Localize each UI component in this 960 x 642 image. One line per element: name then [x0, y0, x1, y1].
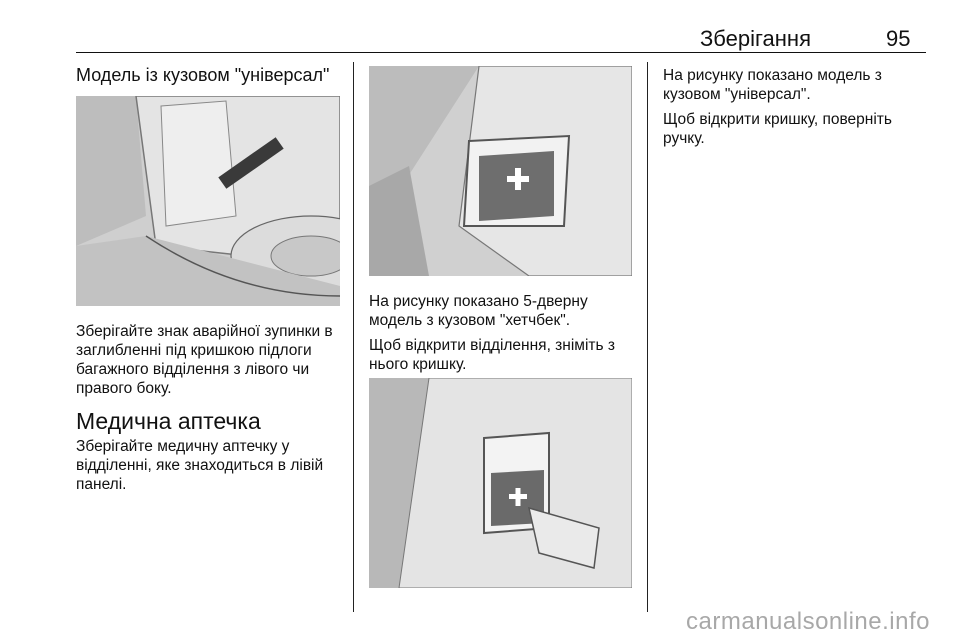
paragraph: Щоб відкрити кришку, поверніть ручку.	[663, 111, 892, 147]
column-divider	[647, 62, 648, 612]
first-aid-hatchback-illustration	[369, 66, 632, 276]
figure-first-aid-estate	[369, 378, 632, 588]
left-para1-block	[76, 322, 348, 398]
trunk-floor-illustration	[76, 96, 340, 306]
column-divider	[353, 62, 354, 612]
page-section-title: Зберігання	[700, 26, 811, 51]
section-heading: Медична аптечка	[76, 408, 261, 434]
paragraph: Зберігайте медичну аптечку у відділенні, яке знаходиться в лівій панелі.	[76, 438, 324, 493]
left-heading-block	[76, 66, 346, 85]
subsection-heading: Модель із кузовом "універсал"	[76, 65, 330, 85]
paragraph: На рисунку показано модель з кузовом "універсал".	[663, 67, 882, 103]
first-aid-estate-illustration	[369, 378, 632, 588]
figure-trunk-floor	[76, 96, 340, 306]
paragraph: На рисунку показано 5-дверну модель з кузовом "хетчбек".	[369, 293, 588, 329]
left-section-block	[76, 408, 348, 494]
right-text-block	[663, 66, 935, 148]
paragraph: Зберігайте знак аварійної зупинки в заглибленні під кришкою підлоги багажного відділення з лівого чи правого боку.	[76, 323, 333, 397]
figure-first-aid-hatchback	[369, 66, 632, 276]
page-number: 95	[886, 26, 911, 51]
watermark-text: carmanualsonline.info	[686, 608, 930, 635]
paragraph: Щоб відкрити відділення, зніміть з нього кришку.	[369, 337, 615, 373]
middle-text-block	[369, 292, 641, 374]
header-rule	[76, 52, 926, 53]
